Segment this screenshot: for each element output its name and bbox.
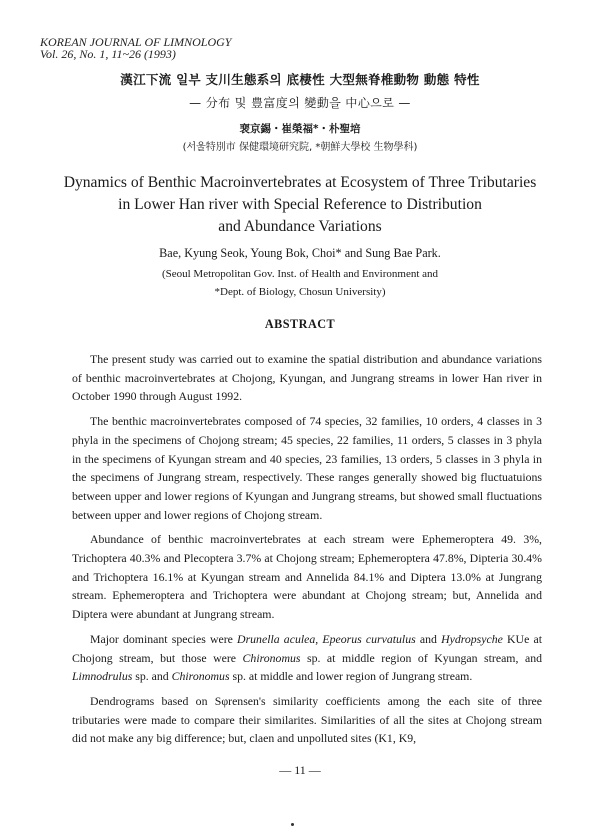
text-run: sp. at middle and lower region of Jungrang stream. — [229, 669, 473, 684]
abstract-paragraph: The benthic macroinvertebrates composed of 74 species, 32 families, 10 orders, 4 classes in 3 phyla in the specimens of Chojong stream; 45 species, 22 families, 11 orders, 5 classes in 3 phyla in the specimens of Kyungan stream and 40 species, 23 families, 13 orders, 5 classes in 3 phyla in the specimens of Jungrang stream, respectively. These ranges generally showed big fluctuatuions between upper and lower regions of Kyungan and Jungrang streams, but showed small fluctuations between upper and lower regions of Chojong stream. — [72, 414, 542, 522]
korean-title: 漢江下流 일부 支川生態系의 底棲性 大型無脊椎動物 動態 特性 — [120, 72, 480, 87]
abstract-paragraph — [72, 630, 542, 686]
abstract-body — [72, 350, 542, 748]
journal-header — [40, 36, 231, 60]
korean-subtitle: — 分布 및 豊富度의 變動을 中心으로 — — [189, 96, 411, 110]
english-affiliation — [0, 265, 600, 301]
text-run: sp. at middle region of Kyungan stream, and — [300, 650, 542, 665]
species-name: Epeorus curvatulus — [322, 631, 416, 646]
affiliation-line: *Dept. of Biology, Chosun University) — [214, 286, 386, 298]
abstract-paragraph: The present study was carried out to examine the spatial distribution and abundance variations of benthic macroinvertebrates at Chojong, Kyungan, and Jungrang streams in lower Han river in October 1990 through August 1992. — [72, 352, 542, 404]
korean-affiliation: (서울特別市 保健環境研究院, *朝鮮大學校 生物學科) — [182, 142, 418, 153]
species-name: Chironomus — [171, 669, 230, 684]
page-number: — 11 — — [279, 763, 321, 777]
english-title — [40, 172, 560, 238]
abstract-heading: ABSTRACT — [264, 317, 336, 331]
species-name: Hydropsyche — [441, 631, 503, 646]
english-authors: Bae, Kyung Seok, Young Bok, Choi* and Sung Bae Park. — [159, 246, 441, 260]
text-run: Major dominant species were — [90, 631, 238, 646]
scan-speck — [291, 823, 294, 826]
english-title-line: Dynamics of Benthic Macroinvertebrates at Ecosystem of Three Tributaries — [63, 174, 537, 191]
text-run: , — [315, 631, 323, 646]
affiliation-line: (Seoul Metropolitan Gov. Inst. of Health and Environment and — [161, 268, 439, 280]
species-name: Drunella aculea — [237, 631, 316, 646]
english-title-line: in Lower Han river with Special Reference to Distribution — [118, 196, 482, 213]
korean-authors: 裵京錫・崔榮福*・朴聖培 — [239, 123, 361, 135]
english-title-line: and Abundance Variations — [218, 218, 382, 235]
abstract-paragraph: Dendrograms based on Sφrensen's similarity coefficients among the each site of three tributaries were made to compare their similarites. Similarities of all the sites at Chojong stream did not make any big difference; but, claen and unpolluted sites (K1, K9, — [72, 693, 542, 746]
journal-citation: Vol. 26, No. 1, 11~26 (1993) — [40, 47, 176, 61]
journal-name: KOREAN JOURNAL OF LIMNOLOGY — [40, 35, 232, 49]
text-run: KUe at Chojong stream, but those were — [72, 631, 542, 665]
species-name: Limnodrulus — [72, 669, 133, 684]
species-name: Chironomus — [242, 650, 301, 665]
text-run: and — [415, 631, 442, 646]
abstract-paragraph: Abundance of benthic macroinvertebrates at each stream were Ephemeroptera 49. 3%, Trichoptera 40.3% and Plecoptera 3.7% at Chojong stream; Ephemeroptera 47.8%, Dipteria 30.4% and Trichoptera 16.1% at Kyungan stream and Annelida 84.1% and Diptera 13.0% at Jungrang stream. Ephemeroptera and Trichoptera were abundant at Chojong stream; but, Annelida and Diptera were abundant at Jungrang stream. — [72, 532, 542, 622]
text-run: sp. and — [132, 669, 172, 684]
